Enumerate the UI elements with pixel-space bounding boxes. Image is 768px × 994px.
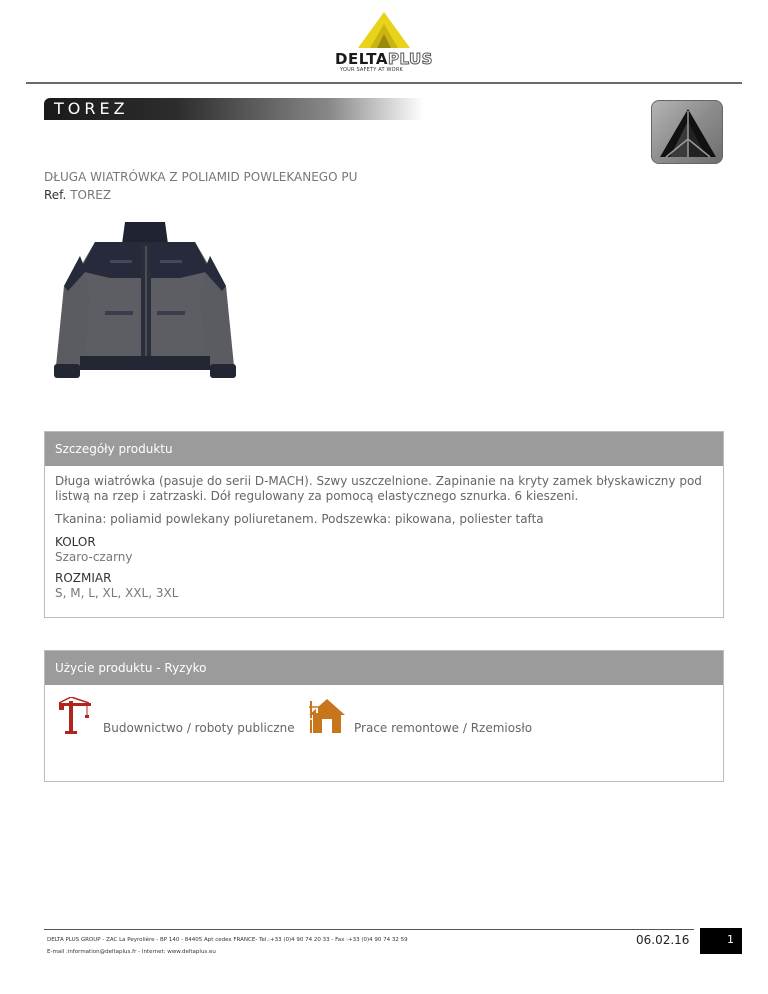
usage-item-construction [55, 697, 295, 739]
footer-address: DELTA PLUS GROUP - ZAC La Peyrolière - BP 140 - 84405 Apt cedex FRANCE- Tel.:+33 (0)4 90 74 20 33 - Fax :+33 (0)4 90 74 32 59 [47, 937, 408, 943]
usage-item-renovation [308, 697, 533, 739]
color-label: KOLOR [55, 535, 96, 549]
ref-label: Ref. [44, 188, 67, 202]
header-divider [26, 82, 742, 84]
details-heading: Szczegóły produktu [45, 432, 723, 466]
usage-panel [44, 650, 724, 782]
product-subtitle: DŁUGA WIATRÓWKA Z POLIAMID POWLEKANEGO PU [44, 170, 358, 184]
product-description: Długa wiatrówka (pasuje do serii D-MACH). Szwy uszczelnione. Zapinanie na kryty zamek błyskawiczny pod listwą na rzep i zatrzaski. Dół regulowany za pomocą elastycznego sznurka. 6 kieszeni. [55, 474, 702, 503]
usage-list [55, 693, 713, 753]
delta-emblem-icon [651, 100, 723, 164]
size-label: ROZMIAR [55, 571, 112, 585]
details-panel [44, 431, 724, 618]
logo-tagline: YOUR SAFETY AT WORK [340, 67, 403, 73]
page-number: 1 [700, 928, 742, 954]
delta-triangle-icon [358, 12, 410, 50]
color-value: Szaro-czarny [55, 550, 133, 564]
logo-word-delta: DELTA [335, 50, 388, 68]
logo-wordmark [318, 50, 450, 68]
crane-icon [55, 697, 95, 735]
document-date: 06.02.16 [636, 933, 690, 947]
delta-plus-logo [318, 12, 450, 72]
usage-heading: Użycie produktu - Ryzyko [45, 651, 723, 685]
usage-label-construction: Budownictwo / roboty publiczne [103, 721, 295, 735]
house-renovation-icon [308, 697, 346, 735]
footer-divider [44, 929, 694, 930]
product-material: Tkanina: poliamid powlekany poliuretanem. Podszewka: pikowana, poliester tafta [55, 512, 544, 526]
ref-value: TOREZ [70, 188, 112, 202]
size-value: S, M, L, XL, XXL, 3XL [55, 586, 179, 600]
usage-label-renovation: Prace remontowe / Rzemiosło [354, 721, 533, 735]
footer-contact: E-mail :information@deltaplus.fr - Internet: www.deltaplus.eu [47, 949, 216, 955]
logo-word-plus: PLUS [387, 50, 433, 68]
product-code-title: TOREZ [54, 99, 129, 118]
jacket-photo [50, 216, 240, 386]
product-ref [44, 188, 111, 202]
